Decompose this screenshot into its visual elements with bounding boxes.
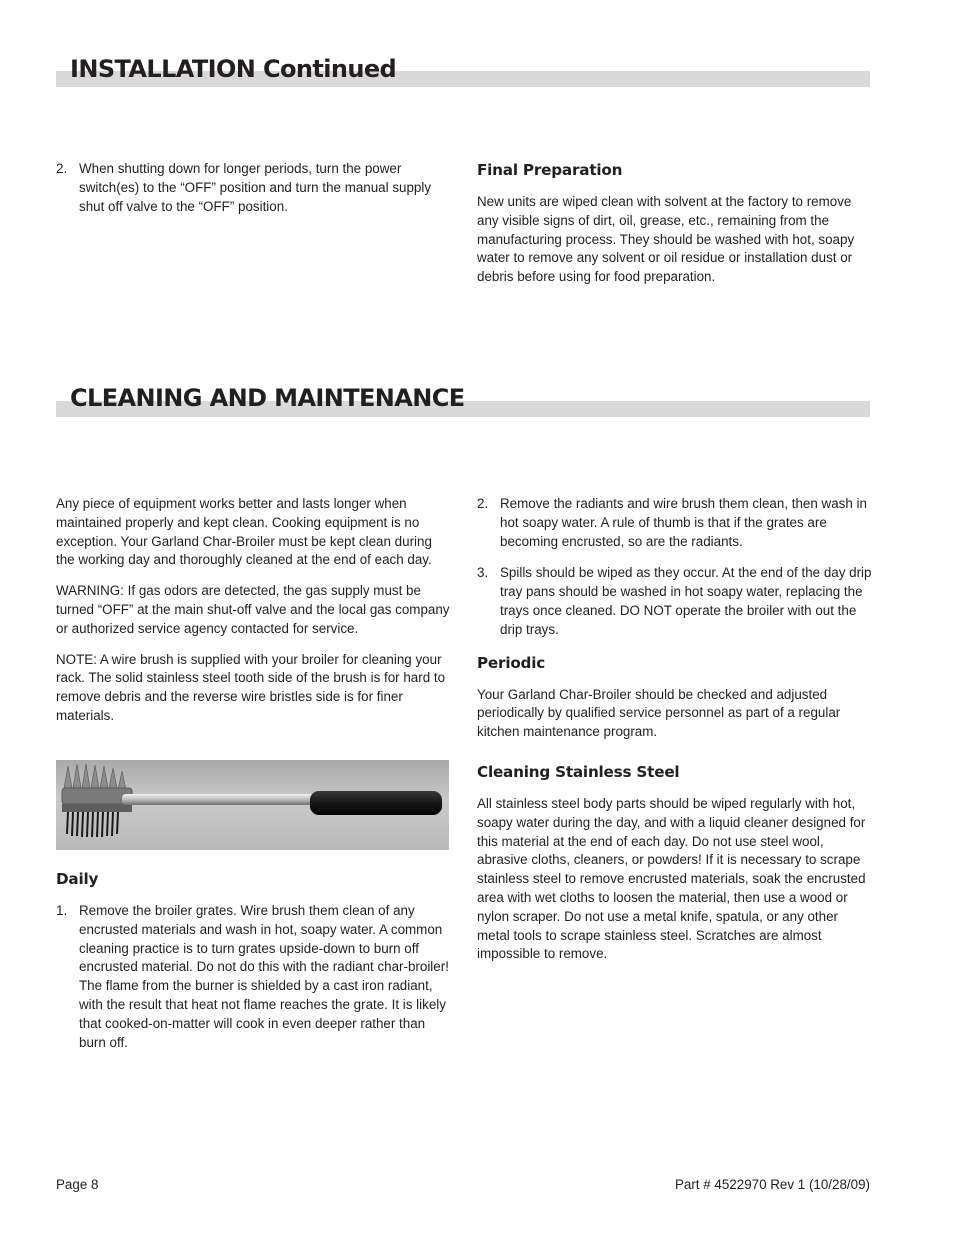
cleaning-title: CLEANING AND MAINTENANCE: [70, 384, 465, 412]
list-number: 1.: [56, 903, 68, 918]
cleaning-right-column: [477, 495, 872, 976]
wire-brush-icon: [56, 760, 449, 850]
installation-item-2: [56, 160, 451, 216]
part-number: Part # 4522970 Rev 1 (10/28/09): [674, 1177, 870, 1192]
page-number: Page 8: [56, 1177, 99, 1192]
cleaning-intro: Any piece of equipment works better and lasts longer when maintained properly and kept clean. Cooking equipment is no exception. Your Garland Char-Broiler must be kept clean during the working day and thoroughly cleaned at the end of each day.: [56, 496, 432, 568]
installation-left-column: [56, 160, 451, 229]
final-preparation-text: New units are wiped clean with solvent at the factory to remove any visible signs of dirt, oil, grease, etc., remaining from the manufacturing process. They should be washed with hot, soapy water to remove any solvent or oil residue or installation dust or debris before using for food preparation.: [477, 194, 855, 285]
periodic-text: Your Garland Char-Broiler should be checked and adjusted periodically by qualified service personnel as part of a regular kitchen maintenance program.: [477, 686, 841, 740]
wire-brush-photo: [56, 760, 449, 850]
cleaning-left-column: [56, 495, 451, 738]
installation-title: INSTALLATION Continued: [70, 55, 397, 83]
stainless-steel-heading: Cleaning Stainless Steel: [477, 762, 680, 781]
stainless-steel-text: All stainless steel body parts should be wiped regularly with hot, soapy water during the day, and with a liquid cleaner designed for this material at the end of each day. Do not use steel wool, abrasive cloths, cleaners, or powders! If it is necessary to scrape stainless steel to remove encrusted materials, soak the encrusted area with wet cloths to loosen the material, then use a wood or nylon scraper. Do not use a metal knife, spatula, or any other metal tools to scrape stainless steel. Scratches are almost impossible to remove.: [477, 795, 866, 962]
list-number: 2.: [477, 496, 489, 511]
daily-item-2: [477, 495, 872, 551]
installation-right-column: [477, 160, 872, 299]
daily-item-3: [477, 564, 872, 639]
list-number: 2.: [56, 161, 68, 176]
daily-section: [56, 869, 451, 1065]
gas-warning: WARNING: If gas odors are detected, the gas supply must be turned “OFF” at the main shut-off valve and the local gas company or authorized service agency contacted for service.: [56, 583, 450, 636]
periodic-heading: Periodic: [477, 653, 546, 672]
daily-heading: Daily: [56, 870, 99, 888]
daily-item-1: [56, 902, 451, 1052]
list-item-text: When shutting down for longer periods, turn the power switch(es) to the “OFF” position and turn the manual supply shut off valve to the “OFF” position.: [79, 161, 432, 214]
wire-brush-note: NOTE: A wire brush is supplied with your broiler for cleaning your rack. The solid stainless steel tooth side of the brush is for hard to remove debris and the reverse wire bristles side is for finer materials.: [56, 651, 446, 723]
list-item-text: Spills should be wiped as they occur. At the end of the day drip tray pans should be washed in hot soapy water, replacing the trays once cleaned. DO NOT operate the broiler with out the drip trays.: [500, 565, 872, 637]
list-item-text: Remove the radiants and wire brush them clean, then wash in hot soapy water. A rule of thumb is that if the grates are becoming encrusted, so are the radiants.: [500, 496, 867, 549]
list-item-text: Remove the broiler grates. Wire brush them clean of any encrusted materials and wash in hot, soapy water. A common cleaning practice is to turn grates upside-down to burn off encrusted material. Do not do this with the radiant char-broiler! The flame from the burner is shielded by a cast iron radiant, with the result that heat not flame reaches the grate. It is likely that cooked-on-matter will cook in even deeper rather than burn off.: [79, 903, 449, 1050]
final-preparation-heading: Final Preparation: [477, 161, 623, 179]
list-number: 3.: [477, 565, 489, 581]
